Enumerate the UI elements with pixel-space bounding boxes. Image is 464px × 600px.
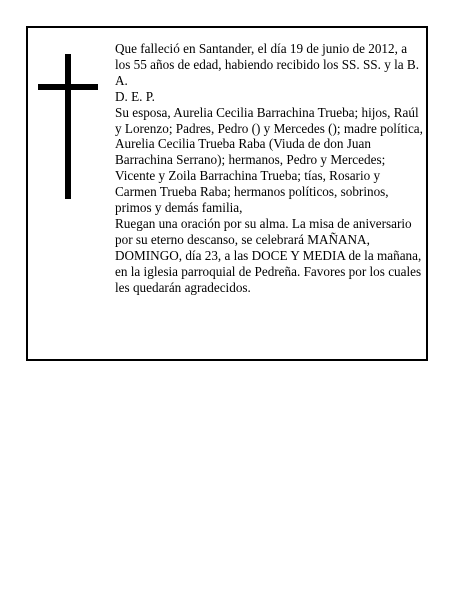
cross-horizontal-bar (38, 84, 98, 90)
obituary-notice (26, 26, 428, 361)
cross-vertical-bar (65, 54, 71, 199)
notice-text (115, 41, 423, 296)
family-list: Su esposa, Aurelia Cecilia Barrachina Trueba; hijos, Raúl y Lorenzo; Padres, Pedro () y Mercedes (); madre política, Aurelia Cecilia Trueba Raba (Viuda de don Juan Barrachina Serrano); hermanos, Pedro y Mercedes; Vicente y Zoila Barrachina Trueba; tías, Rosario y Carmen Trueba Raba; hermanos políticos, sobrinos, primos y demás familia, (115, 104, 423, 216)
mass-announcement: Ruegan una oración por su alma. La misa de aniversario por su eterno descanso, se celebrará MAÑANA, DOMINGO, día 23, a las DOCE Y MEDIA de la mañana, en la iglesia parroquial de Pedreña. Favores por los cuales les quedarán agradecidos. (115, 215, 422, 295)
death-announcement: Que falleció en Santander, el día 19 de junio de 2012, a los 55 años de edad, habiendo recibido los SS. SS. y la B. A. (115, 41, 420, 88)
latin-cross-icon (38, 54, 98, 199)
rest-in-peace: D. E. P. (115, 88, 155, 104)
